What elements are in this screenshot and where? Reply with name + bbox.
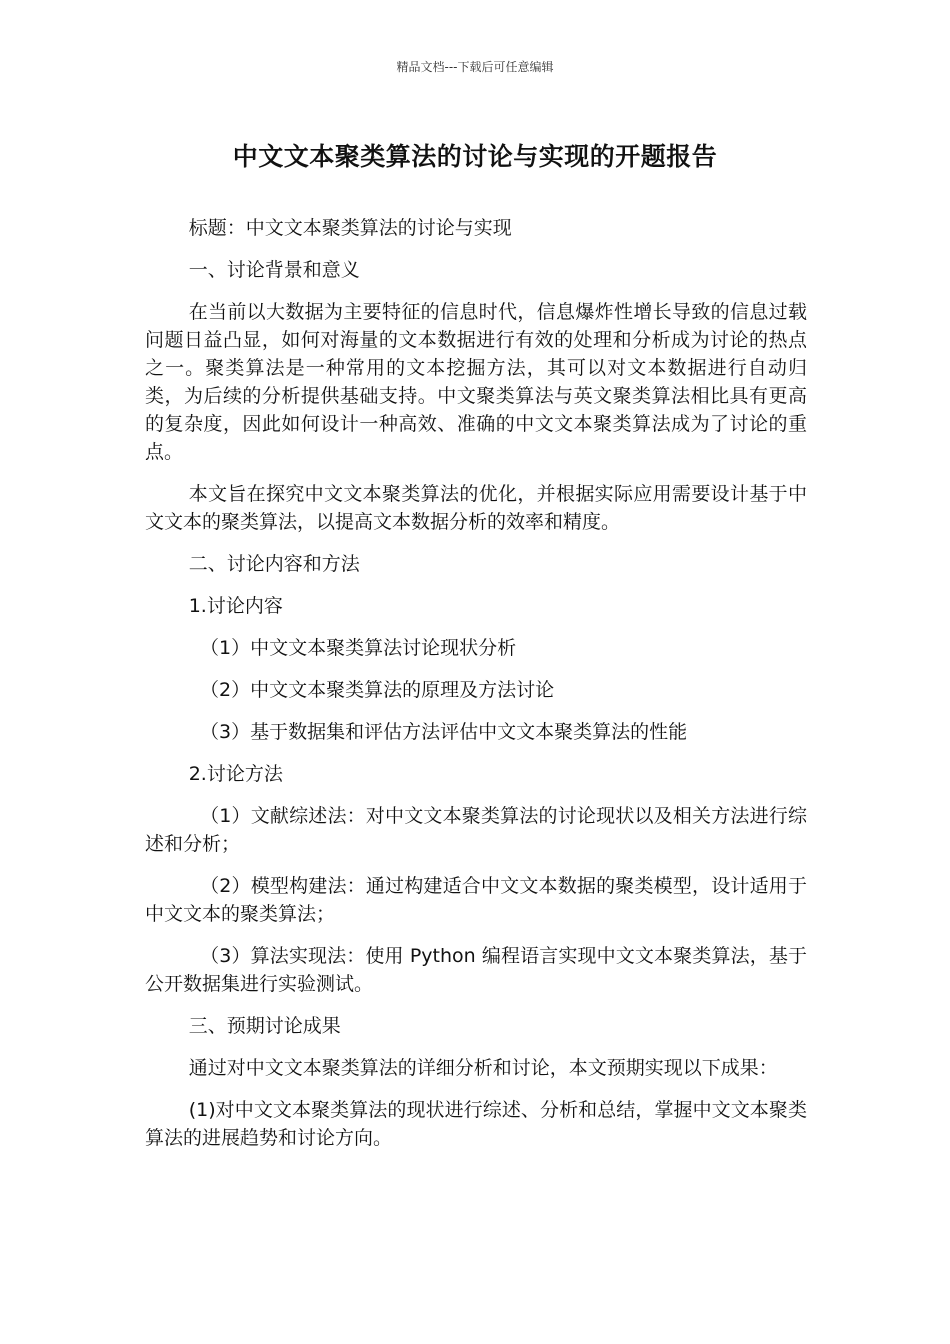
section-heading-expected-results: 三、预期讨论成果 [188, 1015, 341, 1037]
list-item: （2）中文文本聚类算法的原理及方法讨论 [200, 679, 555, 701]
list-item: （1）中文文本聚类算法讨论现状分析 [200, 637, 517, 659]
subheading-content: 1.讨论内容 [188, 595, 283, 617]
list-item: （2）模型构建法：通过构建适合中文文本数据的聚类模型，设计适用于中文文本的聚类算法； [145, 875, 807, 925]
list-item: （3）基于数据集和评估方法评估中文文本聚类算法的性能 [200, 721, 688, 743]
body-paragraph: 本文旨在探究中文文本聚类算法的优化，并根据实际应用需要设计基于中文文本的聚类算法，以提高文本数据分析的效率和精度。 [145, 483, 807, 533]
document-title: 中文文本聚类算法的讨论与实现的开题报告 [232, 142, 718, 171]
body-paragraph: (1)对中文文本聚类算法的现状进行综述、分析和总结，掌握中文文本聚类算法的进展趋势和讨论方向。 [145, 1099, 807, 1149]
body-paragraph: 在当前以大数据为主要特征的信息时代，信息爆炸性增长导致的信息过载问题日益凸显，如何对海量的文本数据进行有效的处理和分析成为讨论的热点之一。聚类算法是一种常用的文本挖掘方法，其可以对文本数据进行自动归类，为后续的分析提供基础支持。中文聚类算法与英文聚类算法相比具有更高的复杂度，因此如何设计一种高效、准确的中文文本聚类算法成为了讨论的重点。 [145, 301, 807, 463]
page-header: 精品文档---下载后可任意编辑 [396, 60, 554, 74]
document-body [145, 214, 807, 1166]
body-paragraph: 通过对中文文本聚类算法的详细分析和讨论，本文预期实现以下成果： [188, 1057, 778, 1079]
subheading-methods: 2.讨论方法 [188, 763, 283, 785]
list-item: （3）算法实现法：使用 Python 编程语言实现中文文本聚类算法，基于公开数据集进行实验测试。 [145, 945, 807, 995]
section-heading-background: 一、讨论背景和意义 [188, 259, 360, 281]
list-item: （1）文献综述法：对中文文本聚类算法的讨论现状以及相关方法进行综述和分析； [145, 805, 807, 855]
section-heading-content-methods: 二、讨论内容和方法 [188, 553, 360, 575]
subject-line: 标题：中文文本聚类算法的讨论与实现 [188, 217, 512, 239]
